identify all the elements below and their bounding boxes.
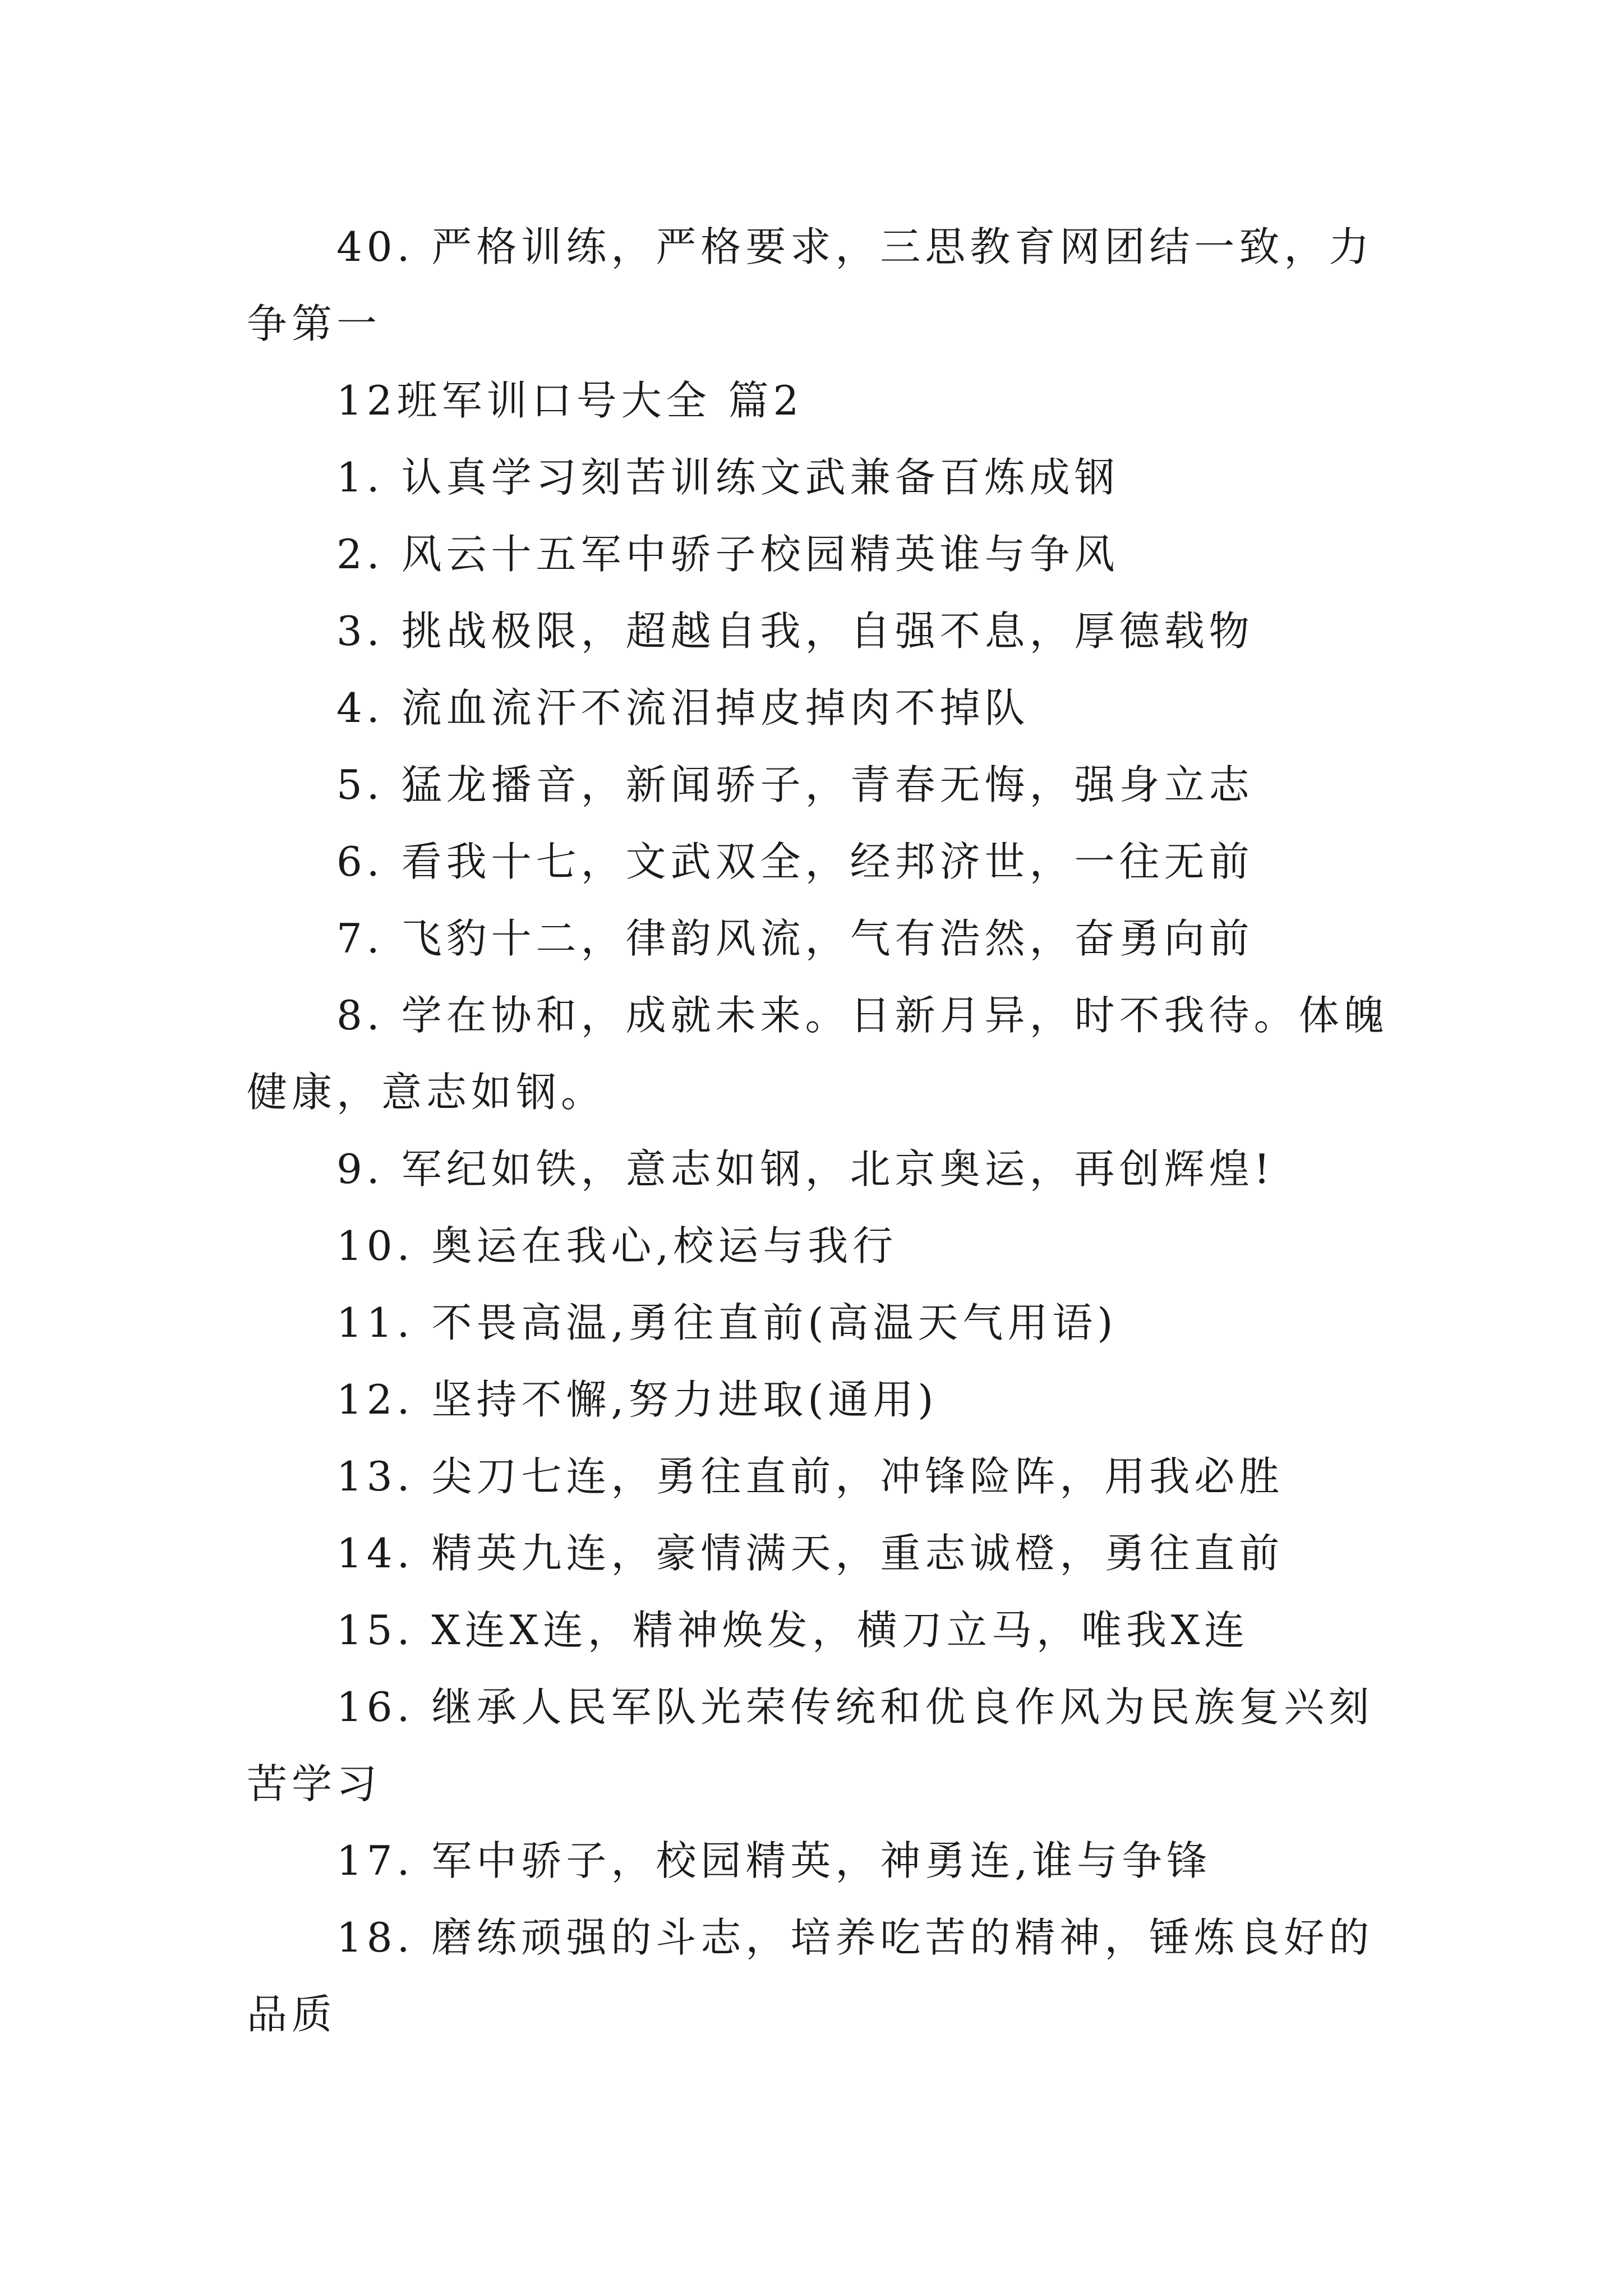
list-item: 12. 坚持不懈,努力进取(通用) [336,1376,938,1423]
paragraph: 40. 严格训练，严格要求，三思教育网团结一致，力争第一 [247,223,1374,347]
list-item: 3. 挑战极限，超越自我，自强不息，厚德载物 [336,608,1254,655]
list-item: 16. 继承人民军队光荣传统和优良作风为民族复兴刻苦学习 [247,1683,1374,1807]
list-item: 1. 认真学习刻苦训练文武兼备百炼成钢 [336,454,1119,501]
list-item: 11. 不畏高温,勇往直前(高温天气用语) [336,1299,1118,1346]
list-item: 17. 军中骄子，校园精英，神勇连,谁与争锋 [336,1837,1212,1884]
document-body [247,209,1391,2053]
list-item: 5. 猛龙播音，新闻骄子，青春无悔，强身立志 [336,761,1254,808]
list-item: 6. 看我十七，文武双全，经邦济世，一往无前 [336,838,1254,885]
list-item: 9. 军纪如铁，意志如钢，北京奥运，再创辉煌! [336,1145,1275,1193]
list-item: 15. X连X连，精神焕发，横刀立马，唯我X连 [336,1607,1249,1654]
list-item: 8. 学在协和，成就未来。日新月异，时不我待。体魄健康，意志如钢。 [247,992,1389,1116]
list-item: 2. 风云十五军中骄子校园精英谁与争风 [336,531,1119,578]
list-item: 4. 流血流汗不流泪掉皮掉肉不掉队 [336,684,1030,731]
section-heading: 12班军训口号大全 篇2 [336,377,804,424]
list-item: 18. 磨练顽强的斗志，培养吃苦的精神，锤炼良好的品质 [247,1914,1374,2038]
list-item: 7. 飞豹十二，律韵风流，气有浩然，奋勇向前 [336,915,1254,962]
list-item: 14. 精英九连，豪情满天，重志诚橙，勇往直前 [336,1530,1284,1577]
list-item: 13. 尖刀七连，勇往直前，冲锋险阵，用我必胜 [336,1453,1284,1500]
list-item: 10. 奥运在我心,校运与我行 [336,1222,898,1269]
